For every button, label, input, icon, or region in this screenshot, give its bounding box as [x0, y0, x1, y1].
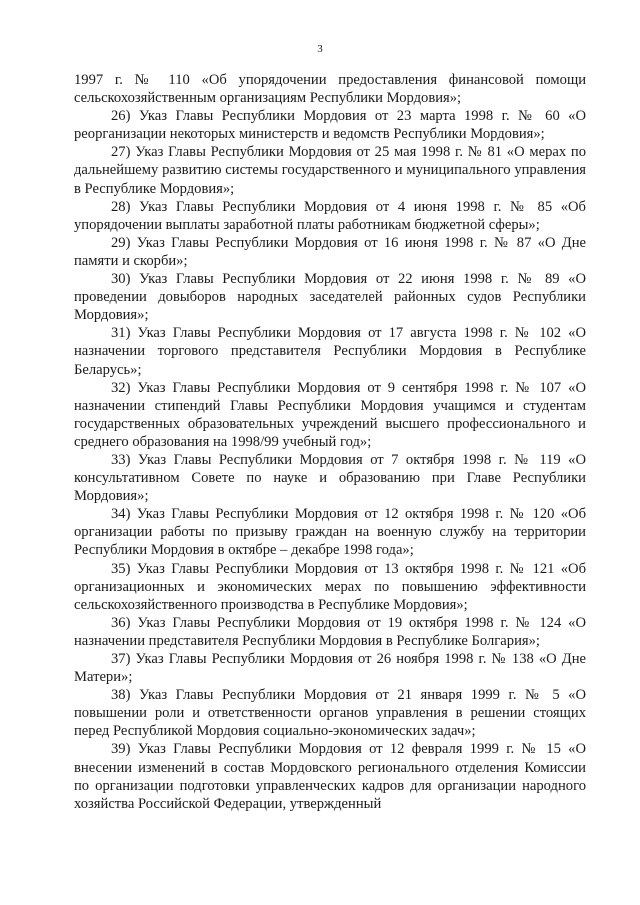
decree-item: 36) Указ Главы Республики Мордовия от 19 октября 1998 г. № 124 «О назначении представителя Республики Мордовия в Республике Болгария»; — [74, 614, 586, 649]
decree-item: 26) Указ Главы Республики Мордовия от 23 марта 1998 г. № 60 «О реорганизации некоторых министерств и ведомств Республики Мордовия»; — [74, 108, 586, 143]
decree-list — [74, 71, 586, 813]
page-number: 3 — [317, 43, 323, 55]
decree-item: 38) Указ Главы Республики Мордовия от 21 января 1999 г. № 5 «О повышении роли и ответственности органов управления в решении стоящих перед Республикой Мордовия социально-экономических задач»; — [74, 687, 586, 740]
decree-item: 32) Указ Главы Республики Мордовия от 9 сентября 1998 г. № 107 «О назначении стипендий Главы Республики Мордовия учащимся и студентам государственных образовательных учреждений высшего профессионального и среднего образования на 1998/99 учебный год»; — [74, 379, 586, 450]
decree-item: 33) Указ Главы Республики Мордовия от 7 октября 1998 г. № 119 «О консультативном Совете по науке и образованию при Главе Республики Мордовия»; — [74, 451, 586, 505]
decree-item: 37) Указ Главы Республики Мордовия от 26 ноября 1998 г. № 138 «О Дне Матери»; — [74, 651, 586, 686]
decree-item: 28) Указ Главы Республики Мордовия от 4 июня 1998 г. № 85 «Об упорядочении выплаты заработной платы работникам бюджетной сферы»; — [74, 198, 586, 233]
decree-item: 34) Указ Главы Республики Мордовия от 12 октября 1998 г. № 120 «Об организации работы по призыву граждан на военную службу на территории Республики Мордовия в октябре – декабре 1998 года»; — [74, 506, 586, 559]
decree-item: 35) Указ Главы Республики Мордовия от 13 октября 1998 г. № 121 «Об организационных и экономических мерах по повышению эффективности сельскохозяйственного производства в Республике Мордовия»; — [74, 560, 586, 613]
decree-item: 31) Указ Главы Республики Мордовия от 17 августа 1998 г. № 102 «О назначении торгового представителя Республики Мордовия в Республике Беларусь»; — [74, 325, 586, 378]
decree-item-continuation: 1997 г. № 110 «Об упорядочении предоставления финансовой помощи сельскохозяйственным организациям Республики Мордовия»; — [74, 72, 586, 107]
decree-item: 30) Указ Главы Республики Мордовия от 22 июня 1998 г. № 89 «О проведении довыборов народных заседателей районных судов Республики Мордовия»; — [74, 271, 586, 324]
decree-item: 29) Указ Главы Республики Мордовия от 16 июня 1998 г. № 87 «О Дне памяти и скорби»; — [74, 234, 586, 269]
decree-item: 39) Указ Главы Республики Мордовия от 12 февраля 1999 г. № 15 «О внесении изменений в состав Мордовского регионального отделения Комиссии по организации подготовки управленческих кадров для организации народного хозяйства Российской Федерации, утвержденный — [74, 741, 586, 812]
decree-item: 27) Указ Главы Республики Мордовия от 25 мая 1998 г. № 81 «О мерах по дальнейшему развитию системы государственного и муниципального управления в Республике Мордовия»; — [74, 144, 586, 197]
